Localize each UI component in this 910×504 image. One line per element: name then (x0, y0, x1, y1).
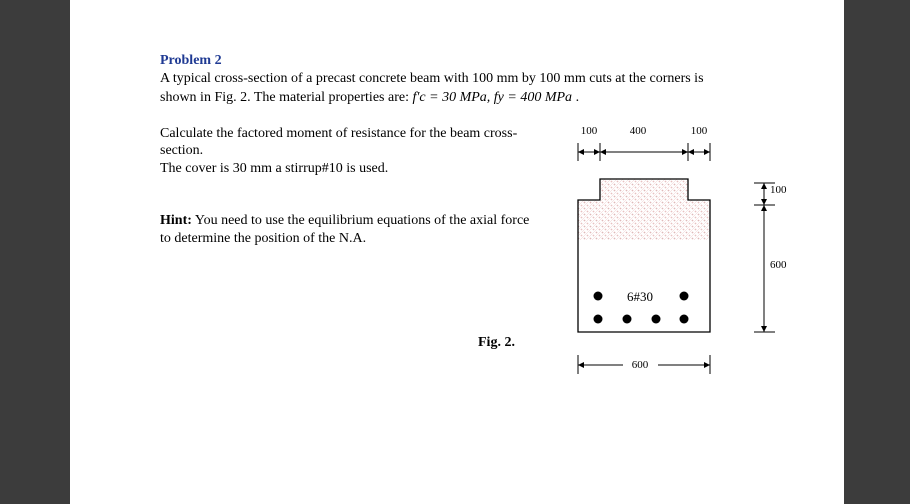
calculate-line-1: Calculate the factored moment of resistance for the beam cross- (160, 126, 518, 141)
line-2-suffix: . (572, 90, 580, 105)
top-arrow-5 (688, 149, 694, 155)
problem-title: Problem 2 (160, 53, 222, 68)
fc-property: f′c = 30 MPa, (412, 90, 491, 105)
dim-bottom: 600 (631, 359, 649, 371)
right-arrow-2 (761, 199, 767, 205)
rebar-top-right (680, 292, 689, 301)
beam-cross-section-figure (70, 0, 844, 504)
rebar-bottom-3 (652, 315, 661, 324)
hint-line-2: to determine the position of the N.A. (160, 231, 367, 246)
rebar-bottom-2 (623, 315, 632, 324)
bottom-arrow-left (578, 362, 584, 368)
dim-right-top: 100 (770, 184, 787, 196)
cover-statement: The cover is 30 mm a stirrup#10 is used. (160, 161, 389, 176)
rebar-top-left (594, 292, 603, 301)
right-arrow-1 (761, 183, 767, 189)
fy-property: fy = 400 MPa (493, 90, 573, 105)
hint-label: Hint: (160, 213, 192, 228)
right-arrow-4 (761, 326, 767, 332)
calculate-line-2: section. (160, 143, 204, 158)
top-arrow-6 (704, 149, 710, 155)
rebar-bottom-1 (594, 315, 603, 324)
rebar-label: 6#30 (627, 289, 653, 304)
dim-right-height: 600 (770, 259, 787, 271)
top-arrow-3 (600, 149, 606, 155)
dim-top-right: 100 (690, 125, 708, 137)
line-2-prefix: shown in Fig. 2. The material properties are: (160, 90, 413, 105)
top-arrow-2 (594, 149, 600, 155)
top-arrow-4 (682, 149, 688, 155)
right-arrow-3 (761, 205, 767, 211)
top-arrow-1 (578, 149, 584, 155)
problem-statement-line-1: A typical cross-section of a precast concrete beam with 100 mm by 100 mm cuts at the corners is (160, 71, 704, 86)
figure-label: Fig. 2. (478, 335, 515, 350)
dim-top-left: 100 (580, 125, 598, 137)
bottom-arrow-right (704, 362, 710, 368)
hint-text-1: You need to use the equilibrium equations of the axial force (191, 213, 530, 228)
document-page (70, 0, 844, 504)
dim-top-mid: 400 (629, 125, 647, 137)
rebar-bottom-4 (680, 315, 689, 324)
